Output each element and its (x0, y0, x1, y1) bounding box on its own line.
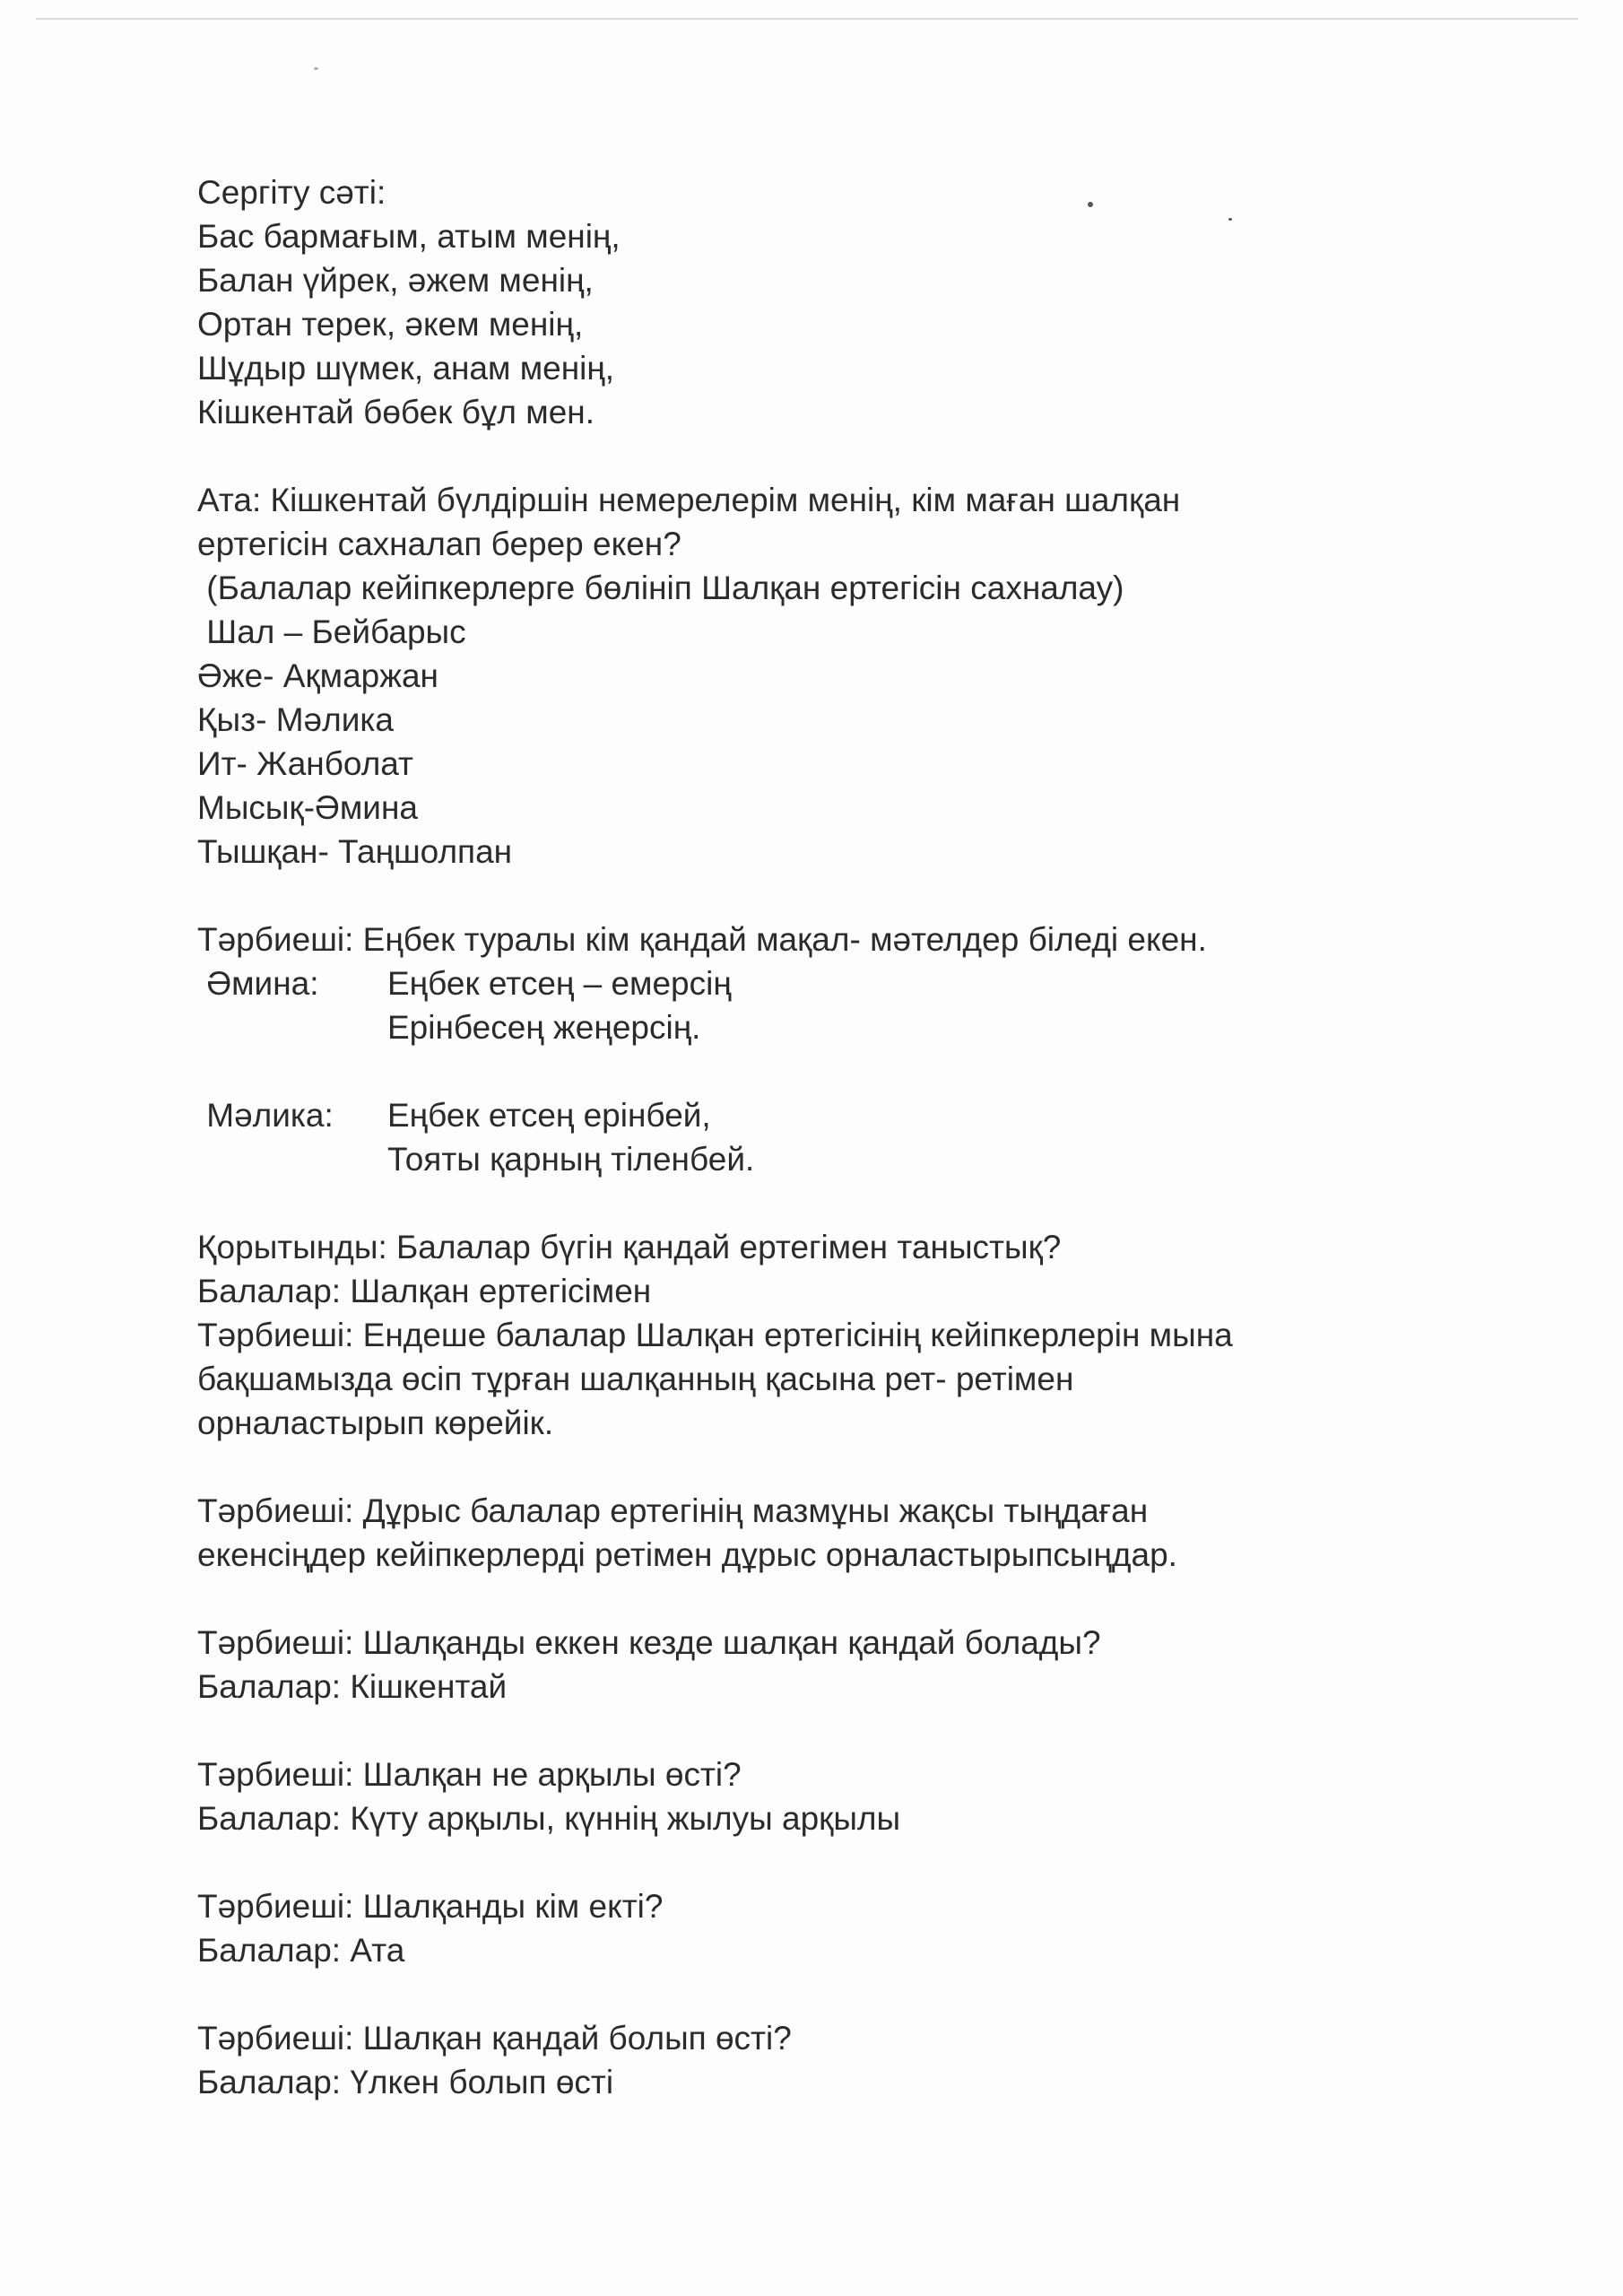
ata-section (197, 478, 1453, 874)
stanza-line: Бас бармағым, атым менің, (197, 218, 621, 255)
ata-line: Ата: Кішкентай бүлдіршін немерелерім менің, кім маған шалқан (197, 482, 1181, 518)
malika-proverb (197, 1093, 1453, 1137)
conclusion-line: Балалар: Шалқан ертегісімен (197, 1273, 652, 1309)
proverb-line: Еңбек етсең – емерсің (387, 965, 732, 1002)
stanza-line: Кішкентай бөбек бұл мен. (197, 394, 595, 430)
stanza-line: Ортан терек, әкем менің, (197, 306, 584, 343)
scan-speck (314, 67, 318, 70)
children-answer: Балалар: Күту арқылы, күннің жылуы арқылы (197, 1800, 901, 1837)
role-line: Мысық-Әмина (197, 789, 418, 826)
role-line: Шал – Бейбарыс (197, 613, 466, 650)
amina-proverb-cont (197, 1005, 1453, 1049)
conclusion-line: Тәрбиеші: Ендеше балалар Шалқан ертегісінің кейіпкерлерін мына (197, 1317, 1233, 1353)
praise-line: Тәрбиеші: Дұрыс балалар ертегінің мазмұны жақсы тыңдаған (197, 1492, 1149, 1529)
praise-section (197, 1489, 1453, 1577)
malika-proverb-cont (197, 1137, 1453, 1181)
conclusion-line: бақшамызда өсіп тұрған шалқанның қасына рет- ретімен (197, 1361, 1074, 1397)
conclusion-line: Қорытынды: Балалар бүгін қандай ертегімен таныстық? (197, 1229, 1062, 1265)
conclusion-line: орналастырып көрейік. (197, 1405, 554, 1441)
proverb-line: Ерінбесең жеңерсің. (387, 1009, 701, 1046)
role-line: Тышқан- Таңшолпан (197, 833, 513, 870)
praise-line: екенсіңдер кейіпкерлерді ретімен дұрыс орналастырыпсыңдар. (197, 1536, 1177, 1573)
teacher-question: Тәрбиеші: Шалқан қандай болып өсті? (197, 2020, 792, 2057)
qa-pair (197, 1752, 1453, 1840)
stanza-line: Балан үйрек, әжем менің, (197, 262, 594, 299)
teacher-question: Тәрбиеші: Шалқанды еккен кезде шалқан қандай болады? (197, 1624, 1101, 1661)
ata-line: ертегісін сахналап берер екен? (197, 526, 681, 562)
speaker-label: Мәлика: (197, 1097, 334, 1134)
document-page (197, 170, 1453, 2104)
role-line: Ит- Жанболат (197, 745, 413, 782)
children-answer: Балалар: Кішкентай (197, 1668, 508, 1705)
proverb-line: Тояты қарның тіленбей. (387, 1141, 755, 1178)
scan-border-line (36, 18, 1578, 20)
role-line: Әже- Ақмаржан (197, 657, 438, 694)
proverbs-section (197, 918, 1453, 1181)
conclusion-section (197, 1225, 1453, 1445)
ata-line: (Балалар кейіпкерлерге бөлініп Шалқан ертегісін сахналау) (197, 570, 1124, 606)
teacher-question: Тәрбиеші: Еңбек туралы кім қандай мақал- мәтелдер біледі екен. (197, 921, 1207, 958)
speaker-label: Әмина: (197, 965, 319, 1002)
stanza-line: Шұдыр шүмек, анам менің, (197, 350, 615, 387)
amina-proverb (197, 961, 1453, 1005)
qa-pair (197, 2016, 1453, 2104)
qa-pair (197, 1884, 1453, 1972)
teacher-question: Тәрбиеші: Шалқанды кім екті? (197, 1888, 664, 1925)
qa-pair (197, 1621, 1453, 1709)
children-answer: Балалар: Үлкен болып өсті (197, 2064, 614, 2100)
role-line: Қыз- Мәлика (197, 701, 394, 738)
children-answer: Балалар: Ата (197, 1932, 405, 1969)
teacher-question: Тәрбиеші: Шалқан не арқылы өсті? (197, 1756, 742, 1793)
stanza-line: Сергіту сәті: (197, 174, 386, 211)
refresh-moment-stanza (197, 170, 1453, 434)
proverb-line: Еңбек етсең ерінбей, (387, 1097, 711, 1134)
